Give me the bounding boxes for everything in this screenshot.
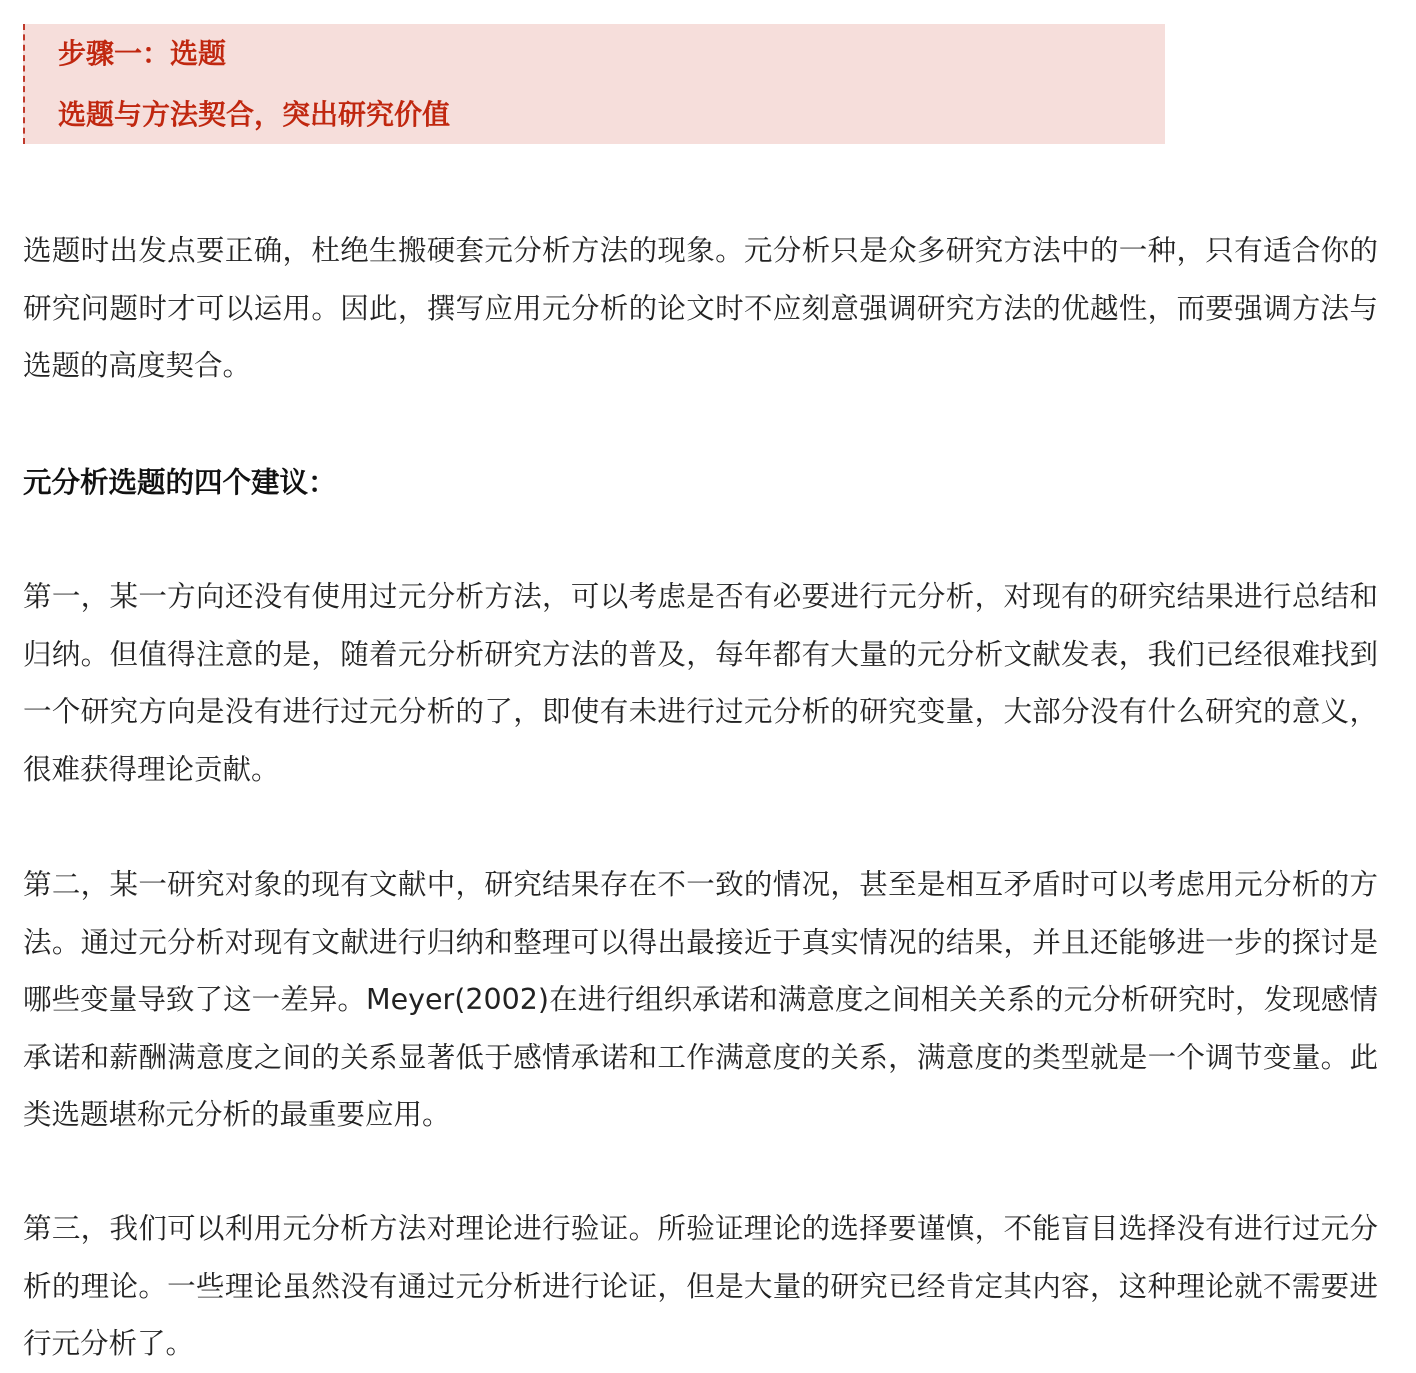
suggestion-paragraph-2: 第二，某一研究对象的现有文献中，研究结果存在不一致的情况，甚至是相互矛盾时可以考虑用元分析的方法。通过元分析对现有文献进行归纳和整理可以得出最接近于真实情况的结果，并且还能够进一步的探讨是哪些变量导致了这一差异。Meyer(2002)在进行组织承诺和满意度之间相关关系的元分析研究时，发现感情承诺和薪酬满意度之间的关系显著低于感情承诺和工作满意度的关系，满意度的类型就是一个调节变量。此类选题堪称元分析的最重要应用。 [23, 868, 1378, 1132]
suggestion-paragraph-3: 第三，我们可以利用元分析方法对理论进行验证。所验证理论的选择要谨慎，不能盲目选择没有进行过元分析的理论。一些理论虽然没有通过元分析进行论证，但是大量的研究已经肯定其内容，这种理论就不需要进行元分析了。 [23, 1212, 1378, 1361]
suggestions-heading: 元分析选题的四个建议： [23, 466, 337, 499]
step-subtitle: 选题与方法契合，突出研究价值 [58, 98, 451, 131]
intro-paragraph: 选题时出发点要正确，杜绝生搬硬套元分析方法的现象。元分析只是众多研究方法中的一种，只有适合你的研究问题时才可以运用。因此，撰写应用元分析的论文时不应刻意强调研究方法的优越性，而要强调方法与选题的高度契合。 [23, 234, 1378, 383]
suggestion-paragraph-1: 第一，某一方向还没有使用过元分析方法，可以考虑是否有必要进行元分析，对现有的研究结果进行总结和归纳。但值得注意的是，随着元分析研究方法的普及，每年都有大量的元分析文献发表，我们已经很难找到一个研究方向是没有进行过元分析的了，即使有未进行过元分析的研究变量，大部分没有什么研究的意义，很难获得理论贡献。 [23, 580, 1378, 786]
step-callout-box [23, 24, 1165, 144]
step-title: 步骤一：选题 [58, 37, 227, 70]
